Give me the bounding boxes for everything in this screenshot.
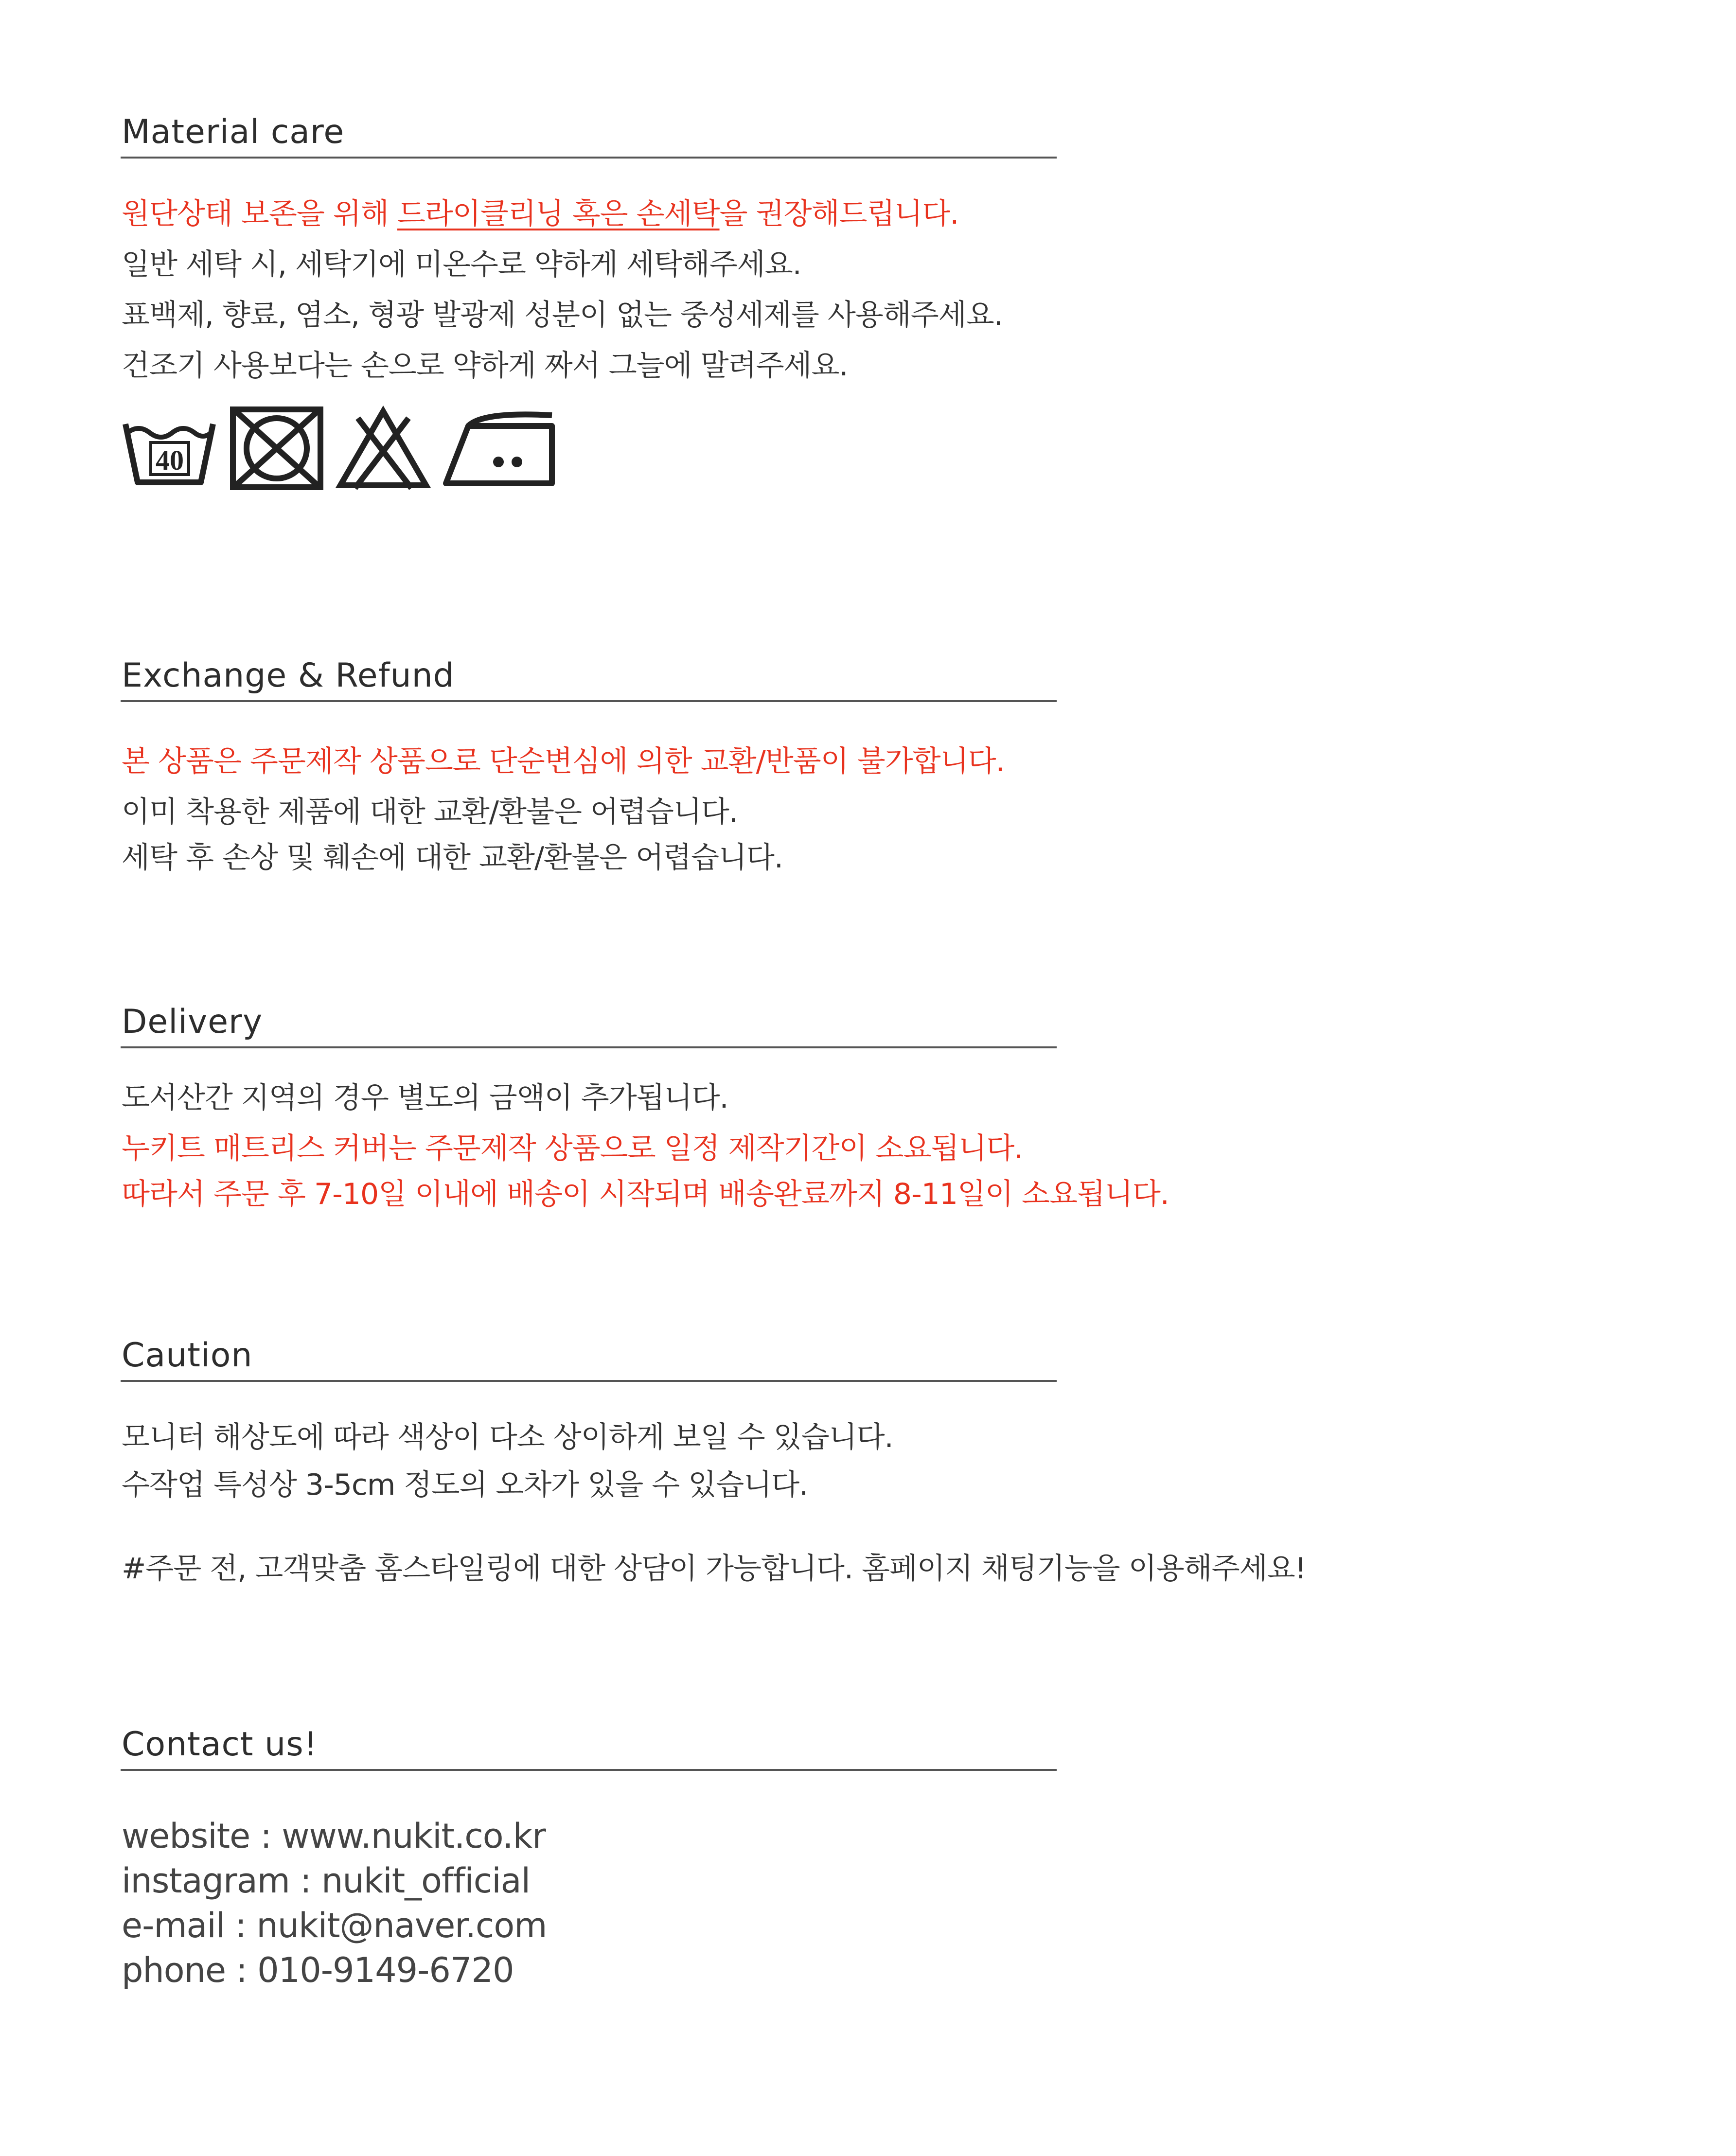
caution-line: 수작업 특성상 3-5cm 정도의 오차가 있을 수 있습니다. [122,1468,808,1502]
care-warning-line [122,196,958,231]
no-tumble-dry-icon [225,405,327,492]
care-symbols [121,405,568,492]
contact-email: e-mail : nukit@naver.com [122,1906,547,1945]
exchange-line: 이미 착용한 제품에 대한 교환/환불은 어렵습니다. [122,795,738,829]
section-title: Delivery [122,1003,263,1041]
caution-line: 모니터 해상도에 따라 색상이 다소 상이하게 보일 수 있습니다. [122,1420,893,1454]
section-divider [121,1380,1057,1382]
exchange-line: 세탁 후 손상 및 훼손에 대한 교환/환불은 어렵습니다. [122,841,783,875]
section-title: Caution [122,1336,253,1375]
care-warning-underlined: 드라이클리닝 혹은 손세탁 [397,197,720,231]
iron-medium-icon [439,405,561,492]
care-warning-prefix: 원단상태 보존을 위해 [122,197,397,231]
material-care-section [121,113,1057,521]
section-title: Contact us! [122,1725,318,1764]
section-divider [121,157,1057,159]
section-divider [121,700,1057,702]
exchange-warning-line: 본 상품은 주문제작 상품으로 단순변심에 의한 교환/반품이 불가합니다. [122,744,1005,778]
section-divider [121,1769,1057,1771]
care-line: 일반 세탁 시, 세탁기에 미온수로 약하게 세탁해주세요. [122,247,801,282]
contact-section [121,1725,1057,1997]
wash-40-icon [121,405,218,492]
no-bleach-icon [335,405,432,492]
care-warning-suffix: 을 권장해드립니다. [719,197,959,231]
delivery-line: 도서산간 지역의 경우 별도의 금액이 추가됩니다. [122,1081,728,1115]
care-line: 표백제, 향료, 염소, 형광 발광제 성분이 없는 중성세제를 사용해주세요. [122,298,1003,332]
consultation-note: #주문 전, 고객맞춤 홈스타일링에 대한 상담이 가능합니다. 홈페이지 채팅기능을 이용해주세요! [122,1552,1306,1586]
caution-section [121,1336,1306,1589]
section-title: Exchange & Refund [122,656,455,695]
contact-website: website : www.nukit.co.kr [122,1816,546,1856]
delivery-section [121,1003,1169,1236]
delivery-warning-line: 누키트 매트리스 커버는 주문제작 상품으로 일정 제작기간이 소요됩니다. [122,1131,1023,1166]
section-title: Material care [122,113,345,151]
section-divider [121,1046,1057,1048]
care-line: 건조기 사용보다는 손으로 약하게 짜서 그늘에 말려주세요. [122,349,848,383]
contact-instagram: instagram : nukit_official [122,1861,531,1901]
contact-phone: phone : 010-9149-6720 [122,1950,514,1990]
exchange-refund-section [121,656,1057,890]
delivery-warning-line: 따라서 주문 후 7-10일 이내에 배송이 시작되며 배송완료까지 8-11일이 소요됩니다. [122,1177,1169,1211]
wash-temperature: 40 [156,444,184,476]
